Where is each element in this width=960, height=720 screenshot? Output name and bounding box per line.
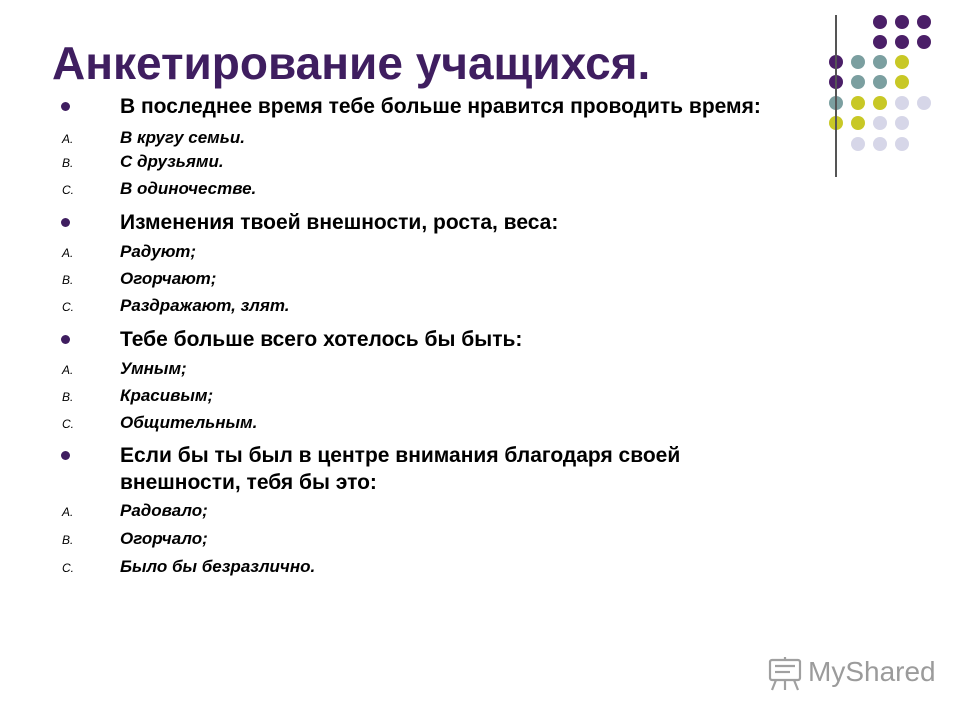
question-text: Изменения твоей внешности, роста, веса:	[120, 211, 559, 234]
bullet-icon	[61, 335, 70, 344]
answer-letter: B.	[62, 390, 74, 404]
presentation-board-icon	[770, 657, 800, 690]
answer-letter: B.	[62, 533, 74, 547]
answer-letter: C.	[62, 300, 74, 314]
answer-letter: A.	[62, 246, 74, 260]
bullet-icon	[61, 102, 70, 111]
answer-text: Огорчало;	[120, 529, 208, 548]
question-text: Если бы ты был в центре внимания благодаря своей внешности, тебя бы это:	[120, 444, 681, 494]
slide-title: Анкетирование учащихся.	[52, 37, 651, 89]
answer-letter: C.	[62, 183, 74, 197]
answer-letter: B.	[62, 273, 74, 287]
answer-text: В кругу семьи.	[120, 128, 245, 147]
bullet-icon	[61, 451, 70, 460]
answer-letter: A.	[62, 132, 74, 146]
answer-text: Радовало;	[120, 501, 208, 520]
answer-text: Общительным.	[120, 413, 258, 432]
answer-text: Умным;	[120, 359, 187, 378]
question-text: Тебе больше всего хотелось бы быть:	[120, 328, 523, 351]
answer-text: Раздражают, злят.	[120, 296, 290, 315]
answer-letter: A.	[62, 505, 74, 519]
answer-text: Красивым;	[120, 386, 214, 405]
answer-text: Радуют;	[120, 242, 197, 261]
answer-letter: A.	[62, 363, 74, 377]
answer-text: Было бы безразлично.	[120, 557, 316, 576]
answer-letter: C.	[62, 417, 74, 431]
answer-text: С друзьями.	[120, 152, 224, 171]
answer-letter: C.	[62, 561, 74, 575]
answer-letter: B.	[62, 156, 74, 170]
answer-text: Огорчают;	[120, 269, 217, 288]
answer-text: В одиночестве.	[120, 179, 257, 198]
watermark-text: MyShared	[808, 656, 936, 687]
question-text: В последнее время тебе больше нравится проводить время:	[120, 95, 761, 118]
bullet-icon	[61, 218, 70, 227]
